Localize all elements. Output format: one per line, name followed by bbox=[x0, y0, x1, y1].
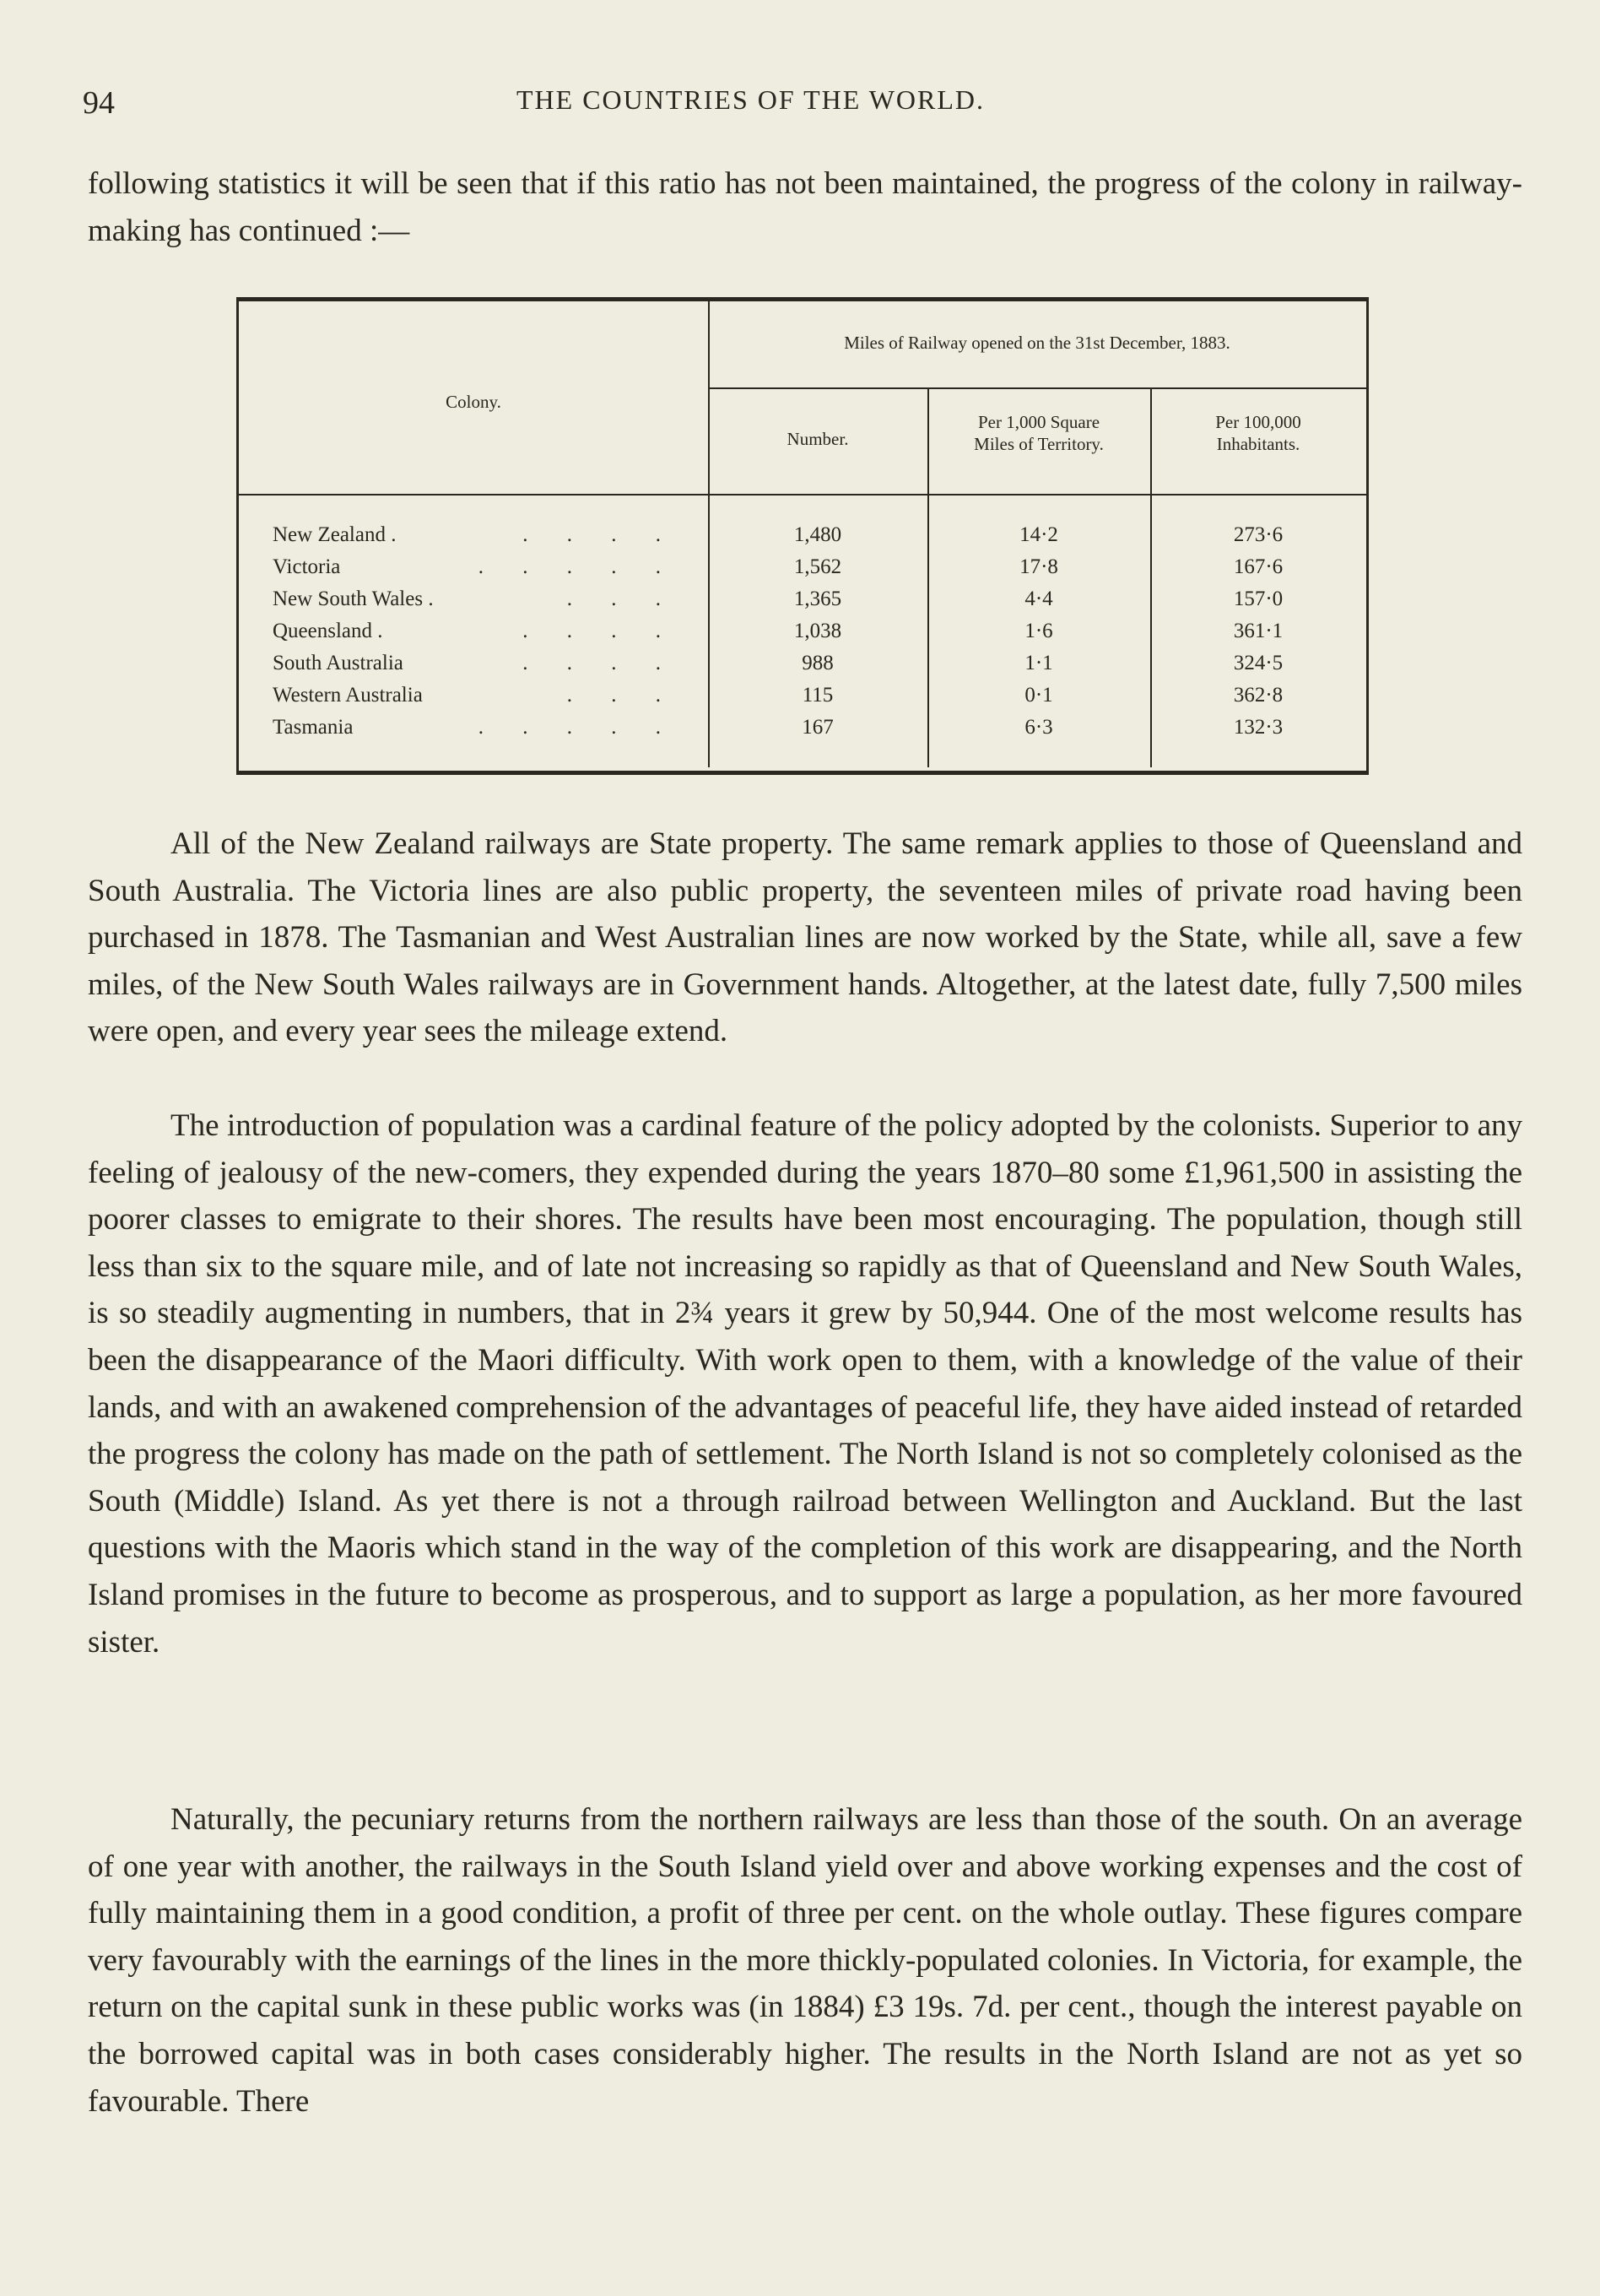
table-rule bbox=[239, 494, 1366, 495]
per-inhabitants-column bbox=[1150, 519, 1366, 744]
leader-dots: . . . bbox=[566, 684, 678, 707]
intro-paragraph: following statistics it will be seen that if this ratio has not been maintained, the progress of the colony in railway-making has continued :— bbox=[88, 166, 1522, 248]
number-cell: 988 bbox=[802, 652, 834, 674]
running-title: THE COUNTRIES OF THE WORLD. bbox=[516, 84, 986, 115]
number-cell: 167 bbox=[802, 716, 834, 739]
header-line: Inhabitants. bbox=[1216, 434, 1300, 454]
leader-dots: . . . . bbox=[522, 620, 678, 642]
table-rule bbox=[708, 387, 1366, 389]
colony-name-column bbox=[273, 519, 678, 744]
paragraph-returns: Naturally, the pecuniary returns from the northern railways are less than those of the south. On an average of one year with another, the railways in the South Island yield over and above working expenses and the cost of fully maintaining them in a good condition, a profit of three per cent. on the whole outlay. These figures compare very favourably with the earnings of the lines in the more thickly-populated colonies. In Victoria, for example, the return on the capital sunk in these public works was (in 1884) £3 19s. 7d. per cent., though the interest payable on the borrowed capital was in both cases considerably higher. The results in the North Island are not as yet so favourable. There bbox=[88, 1802, 1522, 2119]
per-inh-cell: 361·1 bbox=[1233, 620, 1284, 642]
per-inh-cell: 362·8 bbox=[1233, 684, 1284, 707]
paragraph-railway-ownership: All of the New Zealand railways are State property. The same remark applies to those of Queensland and South Australia. The Victoria lines are also public property, the seventeen miles of private road having been purchased in 1878. The Tasmanian and West Australian lines are now worked by the State, while all, save a few miles, of the New South Wales railways are in Government hands. Altogether, at the latest date, fully 7,500 miles were open, and every year sees the mileage extend. bbox=[88, 826, 1522, 1049]
header-line: Miles of Territory. bbox=[974, 434, 1104, 454]
per-inh-cell: 167·6 bbox=[1233, 555, 1284, 578]
per-sq-cell: 4·4 bbox=[1024, 588, 1053, 610]
header-line: Per 100,000 bbox=[1215, 412, 1301, 432]
colony-name: New Zealand . bbox=[273, 523, 397, 546]
per-sq-cell: 0·1 bbox=[1024, 684, 1053, 707]
colony-name: Western Australia bbox=[273, 684, 423, 707]
leader-dots: . . . . . bbox=[478, 555, 678, 578]
number-column bbox=[708, 519, 927, 744]
leader-dots: . . . bbox=[566, 588, 678, 610]
table-row bbox=[273, 551, 678, 583]
railway-statistics-table bbox=[236, 297, 1369, 775]
per-sq-cell: 14·2 bbox=[1019, 523, 1058, 546]
per-inh-cell: 157·0 bbox=[1233, 588, 1284, 610]
per-sq-cell: 6·3 bbox=[1024, 716, 1053, 739]
leader-dots: . . . . . bbox=[478, 716, 678, 739]
column-group-header: Miles of Railway opened on the 31st December, 1883. bbox=[844, 333, 1230, 353]
header-line: Per 1,000 Square bbox=[977, 412, 1100, 432]
colony-name: Queensland . bbox=[273, 620, 383, 642]
number-cell: 115 bbox=[802, 684, 834, 707]
table-row bbox=[273, 680, 678, 712]
colony-name: New South Wales . bbox=[273, 588, 434, 610]
table-row bbox=[273, 712, 678, 744]
paragraph-population: The introduction of population was a cardinal feature of the policy adopted by the colonists. Superior to any feeling of jealousy of the new-comers, they expended during the years 1870–80 some £1,961,500 in assisting the poorer classes to emigrate to their shores. The results have been most encouraging. The population, though still less than six to the square mile, and of late not increasing so rapidly as that of Queensland and New South Wales, is so steadily augmenting in numbers, that in 2¾ years it grew by 50,944. One of the most welcome results has been the disappearance of the Maori difficulty. With work open to them, with a knowledge of the value of their lands, and with an awakened comprehension of the advantages of peaceful life, they have aided instead of retarded the progress the colony has made on the path of settlement. The North Island is not so completely colonised as the South (Middle) Island. As yet there is not a through railroad between Wellington and Auckland. But the last questions with the Maoris which stand in the way of the completion of this work are disappearing, and the North Island promises in the future to become as prosperous, and to support as large a population, as her more favoured sister. bbox=[88, 1108, 1522, 1660]
per-inh-cell: 324·5 bbox=[1233, 652, 1284, 674]
column-header-per-inhabitants bbox=[1150, 411, 1366, 455]
number-cell: 1,480 bbox=[793, 523, 842, 546]
per-sq-miles-column bbox=[927, 519, 1150, 744]
table-row bbox=[273, 583, 678, 615]
leader-dots: . . . . bbox=[522, 523, 678, 546]
table-row bbox=[273, 615, 678, 647]
number-cell: 1,365 bbox=[793, 588, 842, 610]
number-cell: 1,038 bbox=[793, 620, 842, 642]
per-sq-cell: 17·8 bbox=[1019, 555, 1058, 578]
per-sq-cell: 1·1 bbox=[1024, 652, 1053, 674]
colony-name: Victoria bbox=[273, 555, 341, 578]
leader-dots: . . . . bbox=[522, 652, 678, 674]
page-number: 94 bbox=[83, 85, 115, 121]
column-header-per-sq-miles bbox=[927, 411, 1150, 455]
number-cell: 1,562 bbox=[793, 555, 842, 578]
table-row bbox=[273, 519, 678, 551]
column-header-colony: Colony. bbox=[446, 392, 501, 412]
per-inh-cell: 132·3 bbox=[1233, 716, 1284, 739]
table-row bbox=[273, 647, 678, 680]
colony-name: South Australia bbox=[273, 652, 403, 674]
per-sq-cell: 1·6 bbox=[1024, 620, 1053, 642]
column-header-number: Number. bbox=[786, 429, 849, 449]
per-inh-cell: 273·6 bbox=[1233, 523, 1284, 546]
colony-name: Tasmania bbox=[273, 716, 354, 739]
